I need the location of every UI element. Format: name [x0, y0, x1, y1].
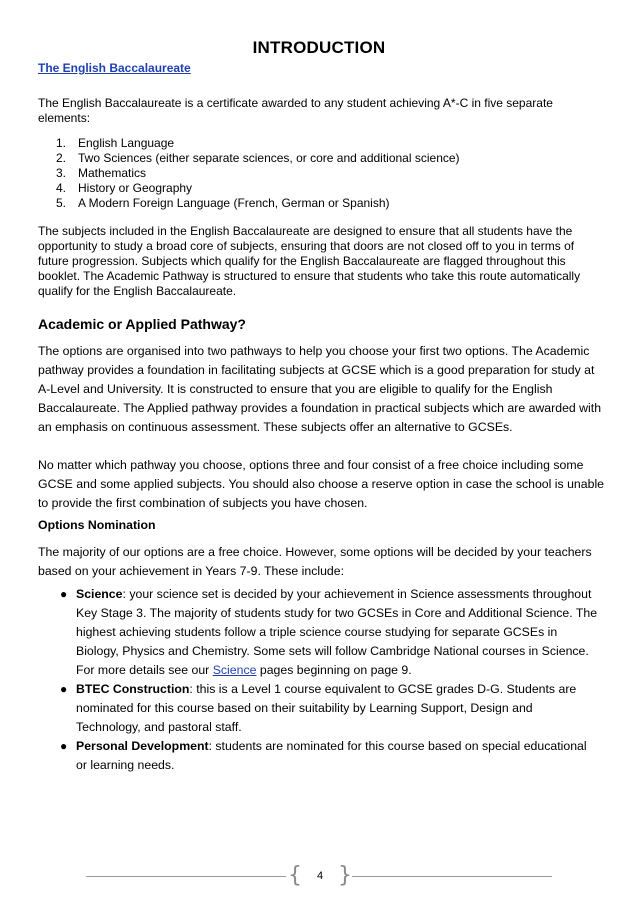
science-pages-link[interactable]: Science: [212, 663, 257, 677]
list-number: 2.: [56, 151, 67, 165]
list-text: Mathematics: [78, 166, 147, 180]
list-item: [38, 136, 460, 151]
bullet-text-tail: pages beginning on page 9.: [256, 663, 412, 677]
english-baccalaureate-link[interactable]: The English Baccalaureate: [38, 61, 191, 75]
list-number: 5.: [56, 196, 67, 210]
list-text: Two Sciences (either separate sciences, or core and additional science): [78, 151, 460, 165]
bullet-science: [38, 585, 598, 680]
pathway-heading: Academic or Applied Pathway?: [38, 316, 246, 332]
bullet-icon: ●: [60, 682, 68, 696]
bullet-label: Personal Development: [76, 739, 209, 753]
bullet-personal-development: [38, 737, 598, 775]
subjects-paragraph: The subjects included in the English Baccalaureate are designed to ensure that all students have the opportunity to study a broad core of subjects, ensuring that doors are not closed off to you in terms of future progression. Subjects which qualify for the English Baccalaureate are flagged throughout this booklet. The Academic Pathway is structured to ensure that students who take this route automatically qualify for the English Baccalaureate.: [38, 224, 581, 298]
nomination-bullets: [38, 585, 598, 775]
list-item: [38, 196, 460, 211]
bullet-icon: ●: [60, 587, 68, 601]
list-item: [38, 181, 460, 196]
list-item: [38, 151, 460, 166]
nomination-paragraph: The majority of our options are a free choice. However, some options will be decided by your teachers based on your achievement in Years 7-9. These include:: [38, 545, 592, 578]
left-bracket-icon: {: [288, 863, 302, 888]
bullet-label: BTEC Construction: [76, 682, 190, 696]
pathway-paragraph-1: The options are organised into two pathways to help you choose your first two options. The Academic pathway provides a foundation in facilitating subjects at GCSE which is a good preparation for study at A-Level and University. It is constructed to ensure that you are eligible to qualify for the English Baccalaureate. The Applied pathway provides a foundation in practical subjects which are awarded with an emphasis on continuous assessment. These subjects offer an alternative to GCSEs.: [38, 344, 602, 434]
bullet-btec: [38, 680, 598, 737]
list-text: A Modern Foreign Language (French, German or Spanish): [78, 196, 390, 210]
page-number: 4: [316, 870, 324, 882]
list-item: [38, 166, 460, 181]
list-number: 3.: [56, 166, 67, 180]
bullet-label: Science: [76, 587, 123, 601]
footer-rule-left: [86, 876, 286, 877]
eb-elements-list: [38, 136, 460, 211]
bullet-text: : students are nominated for this course based on special educational or learning needs.: [76, 739, 587, 772]
list-text: English Language: [78, 136, 175, 150]
intro-paragraph: The English Baccalaureate is a certificate awarded to any student achieving A*-C in five separate elements:: [38, 96, 553, 125]
bullet-text: : this is a Level 1 course equivalent to GCSE grades D-G. Students are nominated for this course based on their suitability by Learning Support, Design and Technology, and pastoral staff.: [76, 682, 577, 734]
footer-rule-right: [352, 876, 552, 877]
nomination-heading: Options Nomination: [38, 518, 156, 532]
bullet-icon: ●: [60, 739, 68, 753]
bullet-text: : your science set is decided by your achievement in Science assessments throughout Key Stage 3. The majority of students study for two GCSEs in Core and Additional Science. The highest achieving students follow a triple science course studying for separate GCSEs in Biology, Physics and Chemistry. Some sets will follow Cambridge National courses in Science. For more details see our: [76, 587, 598, 677]
list-number: 1.: [56, 136, 67, 150]
list-text: History or Geography: [78, 181, 193, 195]
pathway-paragraph-2: No matter which pathway you choose, options three and four consist of a free choice including some GCSE and some applied subjects. You should also choose a reserve option in case the school is unable to provide the first combination of subjects you have chosen.: [38, 458, 605, 510]
right-bracket-icon: }: [338, 863, 352, 888]
list-number: 4.: [56, 181, 67, 195]
page-title: INTRODUCTION: [252, 38, 386, 57]
